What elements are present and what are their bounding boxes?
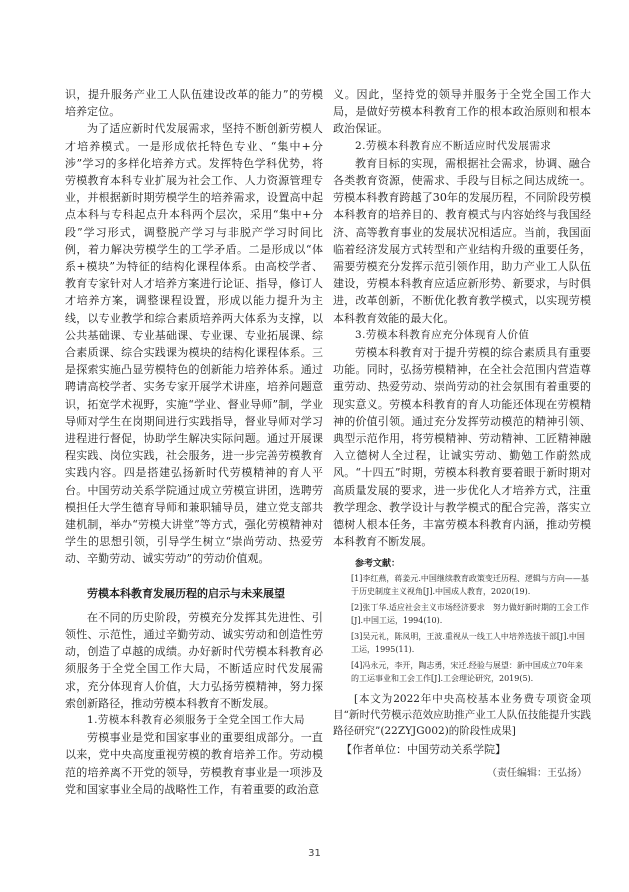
references-title: 参考文献：	[355, 559, 401, 570]
paragraph: 义。因此，坚持党的领导并服务于全党全国工作大局，是做好劳模本科教育工作的根本政治原则和根本政治保证。	[333, 88, 591, 136]
responsible-editor: （责任编辑：王弘扬）	[487, 768, 587, 780]
section-heading: 劳模本科教育发展历程的启示与未来展望	[87, 586, 285, 600]
reference-item: [1]李红燕，蒋姜元.中国继续教育政策变迁历程、逻辑与方向——基于历史制度主义视角[J].中国成人教育，2020(19).	[351, 574, 589, 597]
subsection-heading: 2.劳模本科教育应不断适应时代发展需求	[355, 139, 552, 152]
right-column	[333, 86, 591, 779]
author-affiliation: 【作者单位：中国劳动关系学院】	[341, 743, 506, 757]
page-number: 31	[308, 848, 321, 859]
funding-note: [本文为2022年中央高校基本业务费专项资金项目“新时代劳模示范效应助推产业工人队伍技能提升实践路径研究”(22ZYJG002)的阶段性成果]	[333, 693, 591, 738]
paragraph: 教育目标的实现，需根据社会需求，协调、融合各类教育资源，使需求、手段与目标之间达成统一。劳模本科教育跨越了30年的发展历程，不同阶段劳模本科教育的培养目的、教育模式与内容始终与我国经济、高等教育事业的发展状况相适应。当前，我国面临着经济发展方式转型和产业结构升级的重要任务，需要劳模充分发挥示范引领作用，助力产业工人队伍建设，劳模本科教育应适应新形势、新要求，与时俱进，改革创新，不断优化教育教学模式，以实现劳模本科教育效能的最大化。	[333, 156, 591, 325]
left-column	[65, 86, 323, 798]
paragraph: 为了适应新时代发展需求，坚持不断创新劳模人才培养模式。一是形成依托特色专业、“集中+分涉”学习的多样化培养方式。发挥特色学科优势，将劳模教育本科专业扩展为社会工作、人力资源管理专业，并根据新时期劳模学生的培养需求，设置高中起点本科与专科起点升本科两个层次，采用“集中+分段”学习形式，调整脱产学习与非脱产学习时间比例，着力解决劳模学生的工学矛盾。二是形成以“体系+模块”为特征的结构化课程体系。由高校学者、教育专家针对人才培养方案进行论证、指导，修订人才培养方案，调整课程设置，形成以能力提升为主线，以专业教学和综合素质培养两大体系为支撑，以公共基础课、专业基础课、专业课、专业拓展课、综合素质课、综合实践课为模块的结构化课程体系。三是探索实施凸显劳模特色的创新能力培养体系。通过聘请高校学者、实务专家开展学术讲座，培养问题意识，拓宽学术视野，实施“学业、督业导师”制，学业导师对学生在岗期间进行实践指导，督业导师对学习进程进行督促，协助学生解决实际问题。通过开展课程实践、岗位实践，社会服务，进一步完善劳模教育实践内容。四是搭建弘扬新时代劳模精神的育人平台。中国劳动关系学院通过成立劳模宣讲团，选聘劳模担任大学生德育导师和兼职辅导员，建立党支部共建机制，举办“劳模大讲堂”等方式，强化劳模精神对学生的思想引领，引导学生树立“崇尚劳动、热爱劳动、辛勤劳动、诚实劳动”的劳动价值观。	[65, 122, 323, 566]
reference-item: [4]冯永元，李开，陶志勇，宋迁.经验与展望：新中国成立70年来的工运事业和工会工作[J].工会理论研究，2019(5).	[351, 661, 584, 684]
paragraph: 识，提升服务产业工人队伍建设改革的能力”的劳模培养定位。	[65, 88, 323, 119]
reference-item: [3]吴元礼，陈凤明，王波.重视从一线工人中培养选拔干部[J].中国工运，1995(11).	[351, 632, 585, 655]
paragraph: 劳模本科教育对于提升劳模的综合素质具有重要功能。同时，弘扬劳模精神，在全社会范围内营造尊重劳动、热爱劳动、崇尚劳动的社会氛围有着重要的现实意义。劳模本科教育的育人功能还体现在劳模精神的价值引领。通过充分发挥劳动模范的精神引领、典型示范作用，将劳模精神、劳动精神、工匠精神融入立德树人全过程，让诚实劳动、勤勉工作蔚然成风。“十四五”时期，劳模本科教育要着眼于新时期对高质量发展的要求，进一步优化人才培养方式，注重教学理念、教学设计与教学模式的配合完善，落实立德树人根本任务，丰富劳模本科教育内涵，推动劳模本科教育不断发展。	[333, 346, 591, 549]
subsection-heading: 1.劳模本科教育必须服务于全党全国工作大局	[87, 713, 305, 726]
reference-item: [2]张丁华.适应社会主义市场经济要求 努力做好新时期的工会工作[J].中国工运，1994(10).	[351, 603, 589, 626]
paragraph: 在不同的历史阶段，劳模充分发挥其先进性、引领性、示范性，通过辛勤劳动、诚实劳动和创造性劳动，创造了卓越的成绩。办好新时代劳模本科教育必须服务于全党全国工作大局，不断适应时代发展需求，充分体现育人价值，大力弘扬劳模精神，努力探索创新路径，推动劳模本科教育不断发展。	[65, 610, 323, 710]
paragraph: 劳模事业是党和国家事业的重要组成部分。一直以来，党中央高度重视劳模的教育培养工作。劳动模范的培养离不开党的领导，劳模教育事业是一项涉及党和国家事业全局的战略性工作，有着重要的政治意	[65, 731, 323, 796]
subsection-heading: 3.劳模本科教育应充分体现育人价值	[355, 328, 530, 341]
